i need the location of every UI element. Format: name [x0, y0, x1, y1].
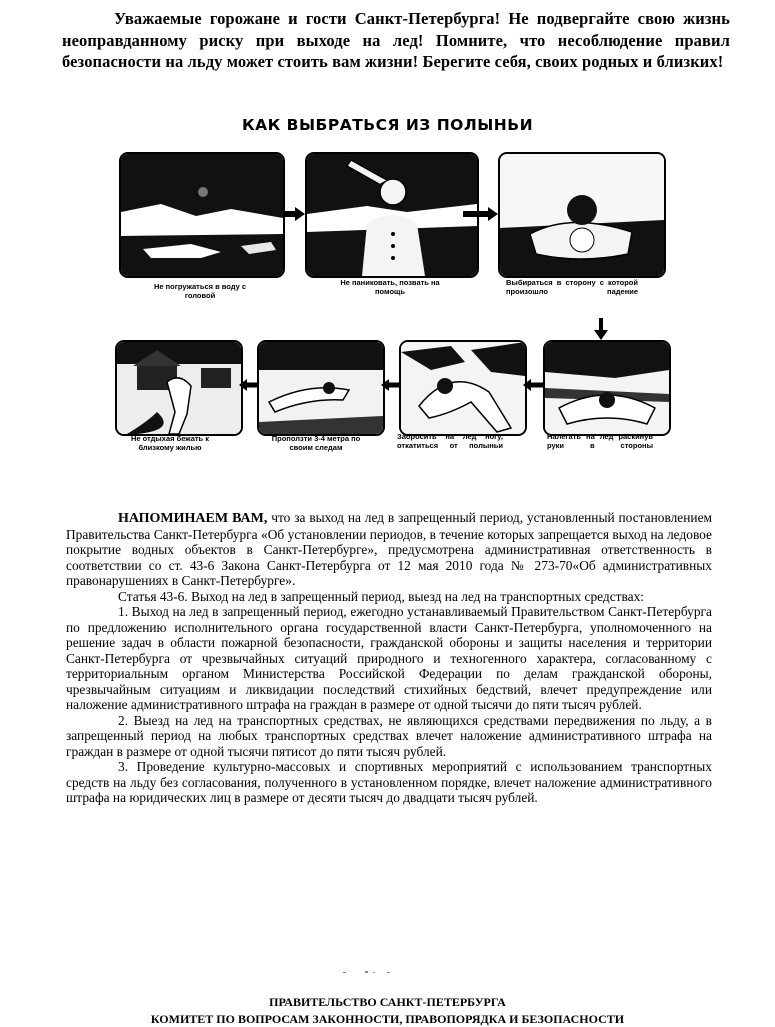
step-2-caption: Не паниковать, позвать на помощь [340, 278, 440, 296]
notice-lead: НАПОМИНАЕМ ВАМ, [118, 511, 268, 526]
notice-lead-text: что за выход на лед в запрещенный период, установленный постановлением Правительства Санкт-Петербурга «Об установлении периодов, в течение которых запрещается выход на ледовое покрытие водных объектов в Санкт-Петербурге», предусмотрена административная ответственность в соответствии со ст. 43-6 Закона Санкт-Петербурга от 12 мая 2010 года № 273-70«Об административных правонарушениях в Санкт-Петербурге». [66, 510, 712, 588]
arrow-left-icon [523, 379, 543, 391]
intro-appeal: Уважаемые горожане и гости Санкт-Петербурга! Не подвергайте свою жизнь неоправданному риску при выходе на лед! Помните, что несоблюдение правил безопасности на льду может стоить вам жизни! Берегите себя, своих родных и близких! [62, 9, 730, 71]
article-heading: Статья 43-6. Выход на лед в запрещенный период, выезд на лед на транспортных средствах: [118, 588, 645, 604]
arrow-down-icon [594, 318, 608, 340]
footer-government: ПРАВИТЕЛЬСТВО САНКТ-ПЕТЕРБУРГА [269, 995, 506, 1009]
notice-paragraph [66, 510, 712, 589]
howto-title: КАК ВЫБРАТЬСЯ ИЗ ПОЛЫНЬИ [241, 116, 534, 134]
footer-committee: КОМИТЕТ ПО ВОПРОСАМ ЗАКОННОСТИ, ПРАВОПОРЯДКА И БЕЗОПАСНОСТИ [150, 1012, 625, 1026]
arrow-right-icon [463, 207, 498, 221]
step-3-caption: Выбираться в сторону с которой произошло падение [506, 278, 638, 296]
arrow-left-icon [239, 379, 257, 391]
step-5-illustration [399, 340, 527, 436]
step-5-caption: Забросить на лед ногу, откатиться от полыньи [397, 432, 503, 450]
arrow-left-icon [381, 379, 399, 391]
notice-body [66, 510, 712, 806]
step-4-illustration [543, 340, 671, 436]
step-7-caption: Не отдыхая бежать к близкому жилью [130, 434, 209, 452]
decorative-mark [343, 971, 393, 974]
step-6-caption: Проползти 3-4 метра по своим следам [271, 434, 361, 452]
step-7-illustration [115, 340, 243, 436]
article-item-3: 3. Проведение культурно-массовых и спортивных мероприятий с использованием транспортных средств на льду без согласования, полученного в установленном порядке, влечет наложение административного штрафа на юридических лиц в размере от десяти тысяч до двадцати тысяч рублей. [66, 759, 712, 805]
arrow-right-icon [283, 207, 305, 221]
step-6-illustration [257, 340, 385, 436]
step-1-caption: Не погружаться в воду с головой [153, 282, 247, 300]
article-item-2: 2. Выезд на лед на транспортных средствах, не являющихся средствами передвижения по льду, а в запрещенный период на любых транспортных средствах влечет наложение административного штрафа на граждан в размере от одной тысячи пятисот до пяти тысяч рублей. [66, 712, 712, 759]
step-2-illustration [305, 152, 479, 278]
step-4-caption: Налегать на лед раскинув руки в стороны [547, 432, 653, 450]
step-3-illustration [498, 152, 666, 278]
step-1-illustration [119, 152, 285, 278]
article-item-1: 1. Выход на лед в запрещенный период, ежегодно устанавливаемый Правительством Санкт-Петербурга по предложению исполнительного органа государственной власти Санкт-Петербурга, уполномоченного на решение задач в области пожарной безопасности, гражданской обороны и защиты населения и территории Санкт-Петербурга от чрезвычайных ситуаций природного и техногенного характера, согласованному с территориальным органом Министерства Российской Федерации по делам гражданской обороны, чрезвычайным ситуациям и ликвидации последствий стихийных бедствий, влечет предупреждение или наложение административного штрафа на граждан в размере от одной тысячи до пяти тысяч рублей. [66, 604, 712, 712]
